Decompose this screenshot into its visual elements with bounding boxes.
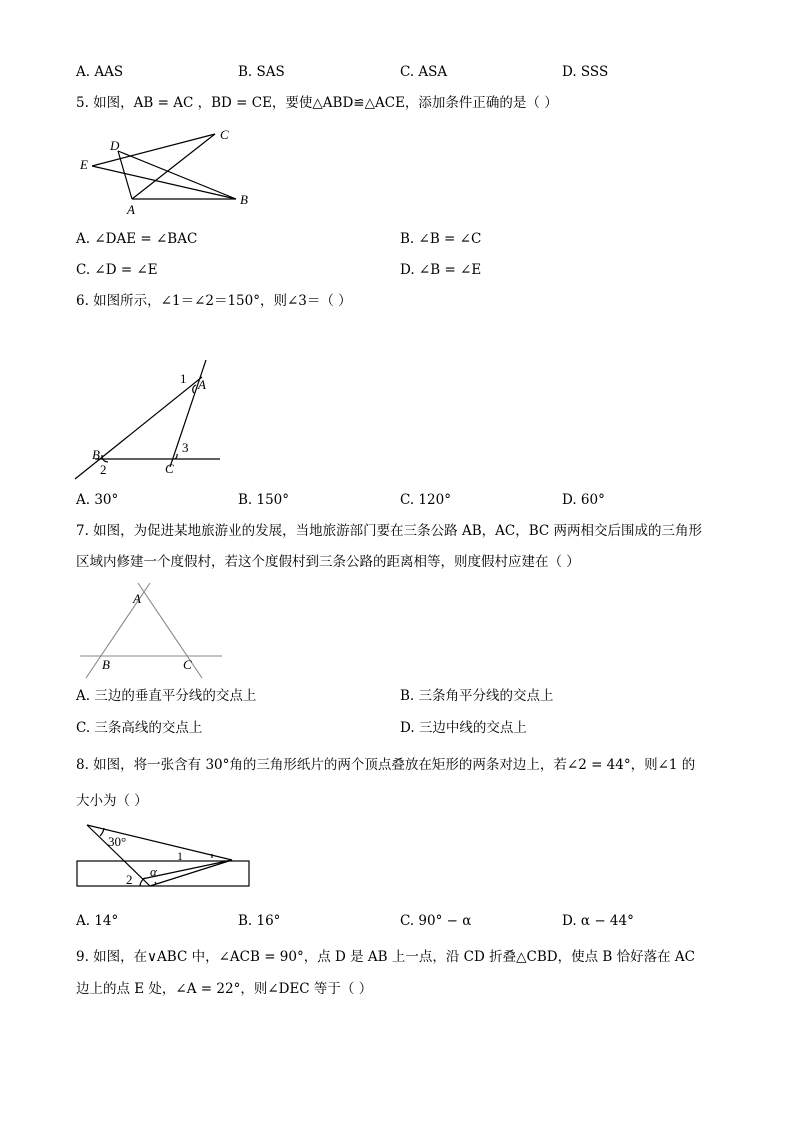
q5-label-b: B bbox=[240, 192, 248, 207]
q7-option-d: D. 三边中线的交点上 bbox=[400, 720, 527, 736]
q4-option-b: B. SAS bbox=[238, 64, 285, 80]
q6-label-3: 3 bbox=[182, 440, 189, 455]
q5-option-a: A. ∠DAE = ∠BAC bbox=[76, 231, 198, 247]
q7-option-a: A. 三边的垂直平分线的交点上 bbox=[76, 688, 257, 704]
q6-option-d: D. 60° bbox=[562, 492, 605, 508]
q6-option-c: C. 120° bbox=[400, 492, 451, 508]
q5-option-b: B. ∠B = ∠C bbox=[400, 231, 482, 247]
q4-option-a: A. AAS bbox=[76, 64, 124, 80]
q6-label-b: B bbox=[92, 447, 100, 462]
q8-figure bbox=[70, 820, 260, 890]
q7-option-c: C. 三条高线的交点上 bbox=[76, 720, 203, 736]
q5-stem: 5. 如图，AB = AC ，BD = CE，要使△ABD≌△ACE，添加条件正确的是（ ） bbox=[76, 95, 558, 111]
q6-label-c: C bbox=[165, 461, 174, 476]
q8-label-2: 2 bbox=[126, 872, 133, 887]
q5-label-a: A bbox=[127, 202, 135, 217]
q7-option-b: B. 三条角平分线的交点上 bbox=[400, 688, 554, 704]
q5-option-c: C. ∠D = ∠E bbox=[76, 262, 158, 278]
q8-option-d: D. α − 44° bbox=[562, 913, 634, 929]
q6-stem: 6. 如图所示，∠1＝∠2＝150°，则∠3＝（ ） bbox=[76, 293, 352, 309]
q7-figure bbox=[70, 580, 230, 680]
q8-label-1: 1 bbox=[177, 849, 183, 863]
q5-figure bbox=[70, 122, 270, 222]
q6-option-b: B. 150° bbox=[238, 492, 290, 508]
q8-stem-line2: 大小为（ ） bbox=[76, 793, 148, 809]
q8-label-30: 30° bbox=[108, 834, 127, 849]
q9-stem-line1: 9. 如图，在∨ABC 中，∠ACB = 90°，点 D 是 AB 上一点，沿 CD 折叠△CBD，使点 B 恰好落在 AC bbox=[76, 949, 695, 965]
q5-label-c: C bbox=[220, 127, 229, 142]
q6-label-2: 2 bbox=[100, 462, 107, 477]
q7-label-b: B bbox=[102, 657, 110, 672]
q7-label-c: C bbox=[183, 657, 192, 672]
q7-stem-line1: 7. 如图，为促进某地旅游业的发展，当地旅游部门要在三条公路 AB，AC，BC 两两相交后围成的三角形 bbox=[76, 523, 703, 539]
q5-option-d: D. ∠B = ∠E bbox=[400, 262, 482, 278]
q5-label-e: E bbox=[80, 157, 88, 172]
q6-label-a: A bbox=[198, 377, 206, 392]
q9-stem-line2: 边上的点 E 处，∠A = 22°，则∠DEC 等于（ ） bbox=[76, 981, 373, 997]
q5-label-d: D bbox=[110, 138, 120, 153]
q6-option-a: A. 30° bbox=[76, 492, 119, 508]
q8-option-b: B. 16° bbox=[238, 913, 281, 929]
q7-label-a: A bbox=[133, 591, 141, 606]
q6-figure bbox=[70, 355, 230, 485]
q8-option-c: C. 90° − α bbox=[400, 913, 472, 929]
q7-stem-line2: 区域内修建一个度假村，若这个度假村到三条公路的距离相等，则度假村应建在（ ） bbox=[76, 554, 580, 570]
q8-stem-line1: 8. 如图，将一张含有 30°角的三角形纸片的两个顶点叠放在矩形的两条对边上，若∠2 = 44°，则∠1 的 bbox=[76, 757, 696, 773]
q8-label-alpha: α bbox=[150, 864, 157, 879]
q6-label-1: 1 bbox=[180, 371, 187, 386]
q4-option-c: C. ASA bbox=[400, 64, 448, 80]
q4-option-d: D. SSS bbox=[562, 64, 609, 80]
q8-option-a: A. 14° bbox=[76, 913, 119, 929]
